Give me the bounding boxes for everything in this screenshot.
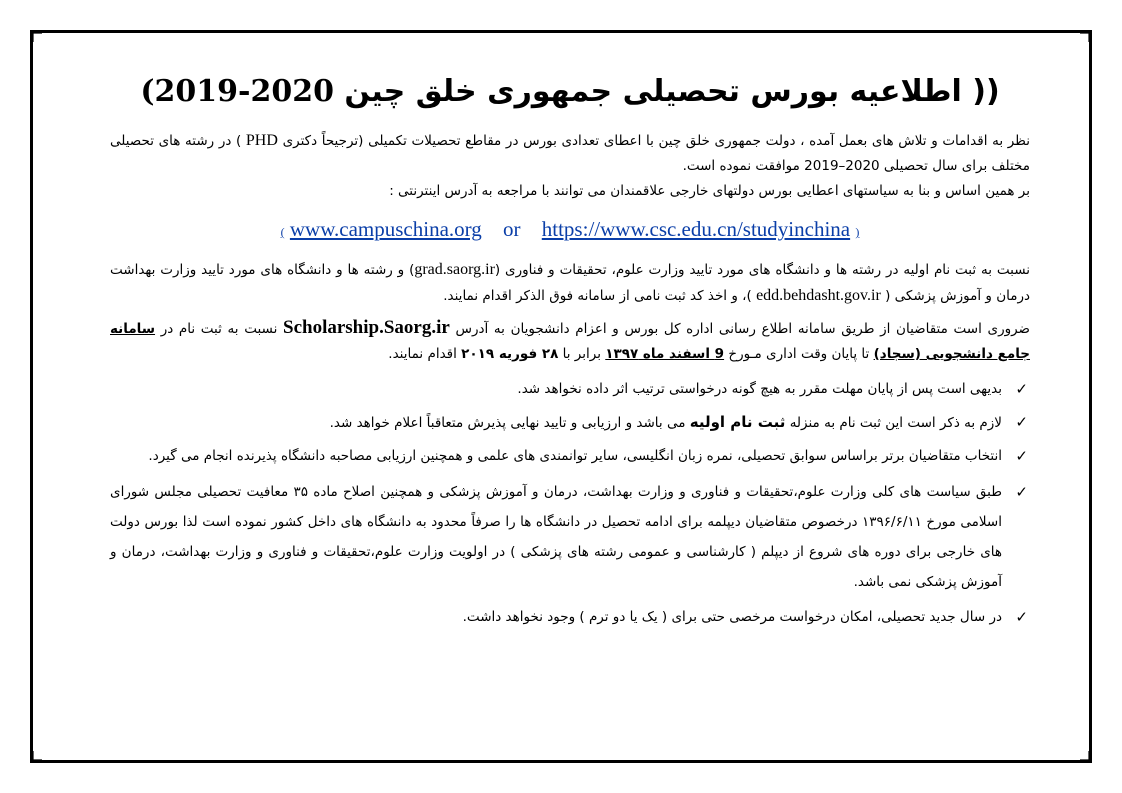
list-item [110,477,1030,597]
sajad-system-name: سامانه جامع دانشجویی (سجاد) [110,321,1030,362]
list-item [110,410,1030,436]
registration-text-2: ) و رشته ها و دانشگاه های مورد تایید وزارت بهداشت درمان و آموزش پزشکی ( [110,262,1030,304]
note-text: در سال جدید تحصیلی، امکان درخواست مرخصی حتی برای ( یک یا دو ترم ) وجود نخواهد داشت. [462,609,1002,625]
campuschina-link[interactable]: www.campuschina.org [289,217,482,241]
csc-link[interactable]: https://www.csc.edu.cn/studyinchina [541,217,851,241]
border-corner-top-right [1080,30,1092,42]
phd-label: PHD [245,132,278,149]
intro-address-line: بر همین اساس و بنا به سیاستهای اعطایی بورس دولتهای خارجی علاقمندان می توانند با مراجعه به آدرس اینترنتی : [389,183,1030,199]
links-open-paren: ( [280,225,285,239]
notes-list [110,377,1030,630]
announcement-title [110,64,1030,120]
required-text-1: ضروری است متقاضیان از طریق سامانه اطلاع رسانی اداره کل بورس و اعزام دانشجویان به آدرس [455,321,1031,337]
grad-saorg-site: grad.saorg.ir [414,261,495,278]
note-text: انتخاب متقاضیان برتر براساس سوابق تحصیلی، نمره زبان انگلیسی، سایر توانمندی های علمی و همچنین ارزیابی مصاحبه دانشگاه پذیرنده انجام می گیرد. [148,448,1002,464]
border-corner-bottom-left [30,751,42,763]
registration-paragraph [110,257,1030,309]
website-links [110,212,1030,249]
title-years: (2019-2020 [140,74,334,109]
intro-paragraph [110,128,1030,179]
title-text: (( اطلاعیه بورس تحصیلی جمهوری خلق چین [344,74,1000,109]
announcement-body [110,64,1030,634]
checkmark-icon: ✓ [1015,608,1028,626]
list-item [110,377,1030,402]
deadline-gregorian-date: ۲۸ فوریه ۲۰۱۹ [461,346,559,362]
edd-behdasht-site: edd.behdasht.gov.ir [756,287,881,304]
list-item [110,605,1030,630]
list-item [110,444,1030,469]
required-text-4: برابر با [562,346,601,362]
links-or: or [503,217,521,241]
required-text-2: نسبت به ثبت نام در [160,321,278,337]
note-text: می باشد و ارزیابی و تایید نهایی پذیرش متعاقباً اعلام خواهد شد. [329,415,686,431]
checkmark-icon: ✓ [1015,447,1028,465]
required-paragraph [110,315,1030,367]
initial-registration-label: ثبت نام اولیه [689,413,786,431]
scholarship-site: Scholarship.Saorg.ir [283,317,450,338]
checkmark-icon: ✓ [1015,483,1028,501]
deadline-persian-date: 9 اسفند ماه ۱۳۹۷ [605,346,725,362]
registration-text-3: )، و اخذ کد ثبت نامی از سامانه فوق الذکر اقدام نمایند. [443,288,752,304]
border-corner-bottom-right [1080,751,1092,763]
checkmark-icon: ✓ [1015,380,1028,398]
registration-text-1: نسبت به ثبت نام اولیه در رشته ها و دانشگاه های مورد تایید وزارت علوم، تحقیقات و فناوری ( [494,262,1030,278]
required-text-3: تا پایان وقت اداری مـورخ [728,346,870,362]
required-text-5: اقدام نمایند. [388,346,457,362]
intro-text-1: نظر به اقدامات و تلاش های بعمل آمده ، دولت جمهوری خلق چین با اعطای تعدادی بورس در مقاطع تحصیلات تکمیلی (ترجیحاً دکتری [282,133,1030,149]
links-close-paren: ) [855,225,860,239]
note-text: بدیهی است پس از پایان مهلت مقرر به هیچ گونه درخواستی ترتیب اثر داده نخواهد شد. [517,381,1002,397]
note-text: طبق سیاست های کلی وزارت علوم،تحقیقات و فناوری و وزارت بهداشت، درمان و آموزش پزشکی و همچنین اصلاح ماده ۳۵ معافیت تحصیلی مجلس شورای اسلامی مورخ ۱۳۹۶/۶/۱۱ درخصوص متقاضیان دیپلمه برای ادامه تحصیل در دانشگاه ها را صرفاً محدود به دانشگاه های داخل کشور نموده است لذا بورس دولت های خارجی برای دوره های شروع از دیپلم ( کارشناسی و عمومی رشته های پزشکی ) در اولویت وزارت علوم،تحقیقات و فناوری و وزارت بهداشت، درمان و آموزش پزشکی نمی باشد. [110,484,1002,590]
border-corner-top-left [30,30,42,42]
intro-text-2: ) در رشته های تحصیلی مختلف برای سال تحصیلی 2020–2019 موافقت نموده است. [110,133,1030,174]
checkmark-icon: ✓ [1015,413,1028,431]
note-text: لازم به ذکر است این ثبت نام به منزله [789,415,1002,431]
